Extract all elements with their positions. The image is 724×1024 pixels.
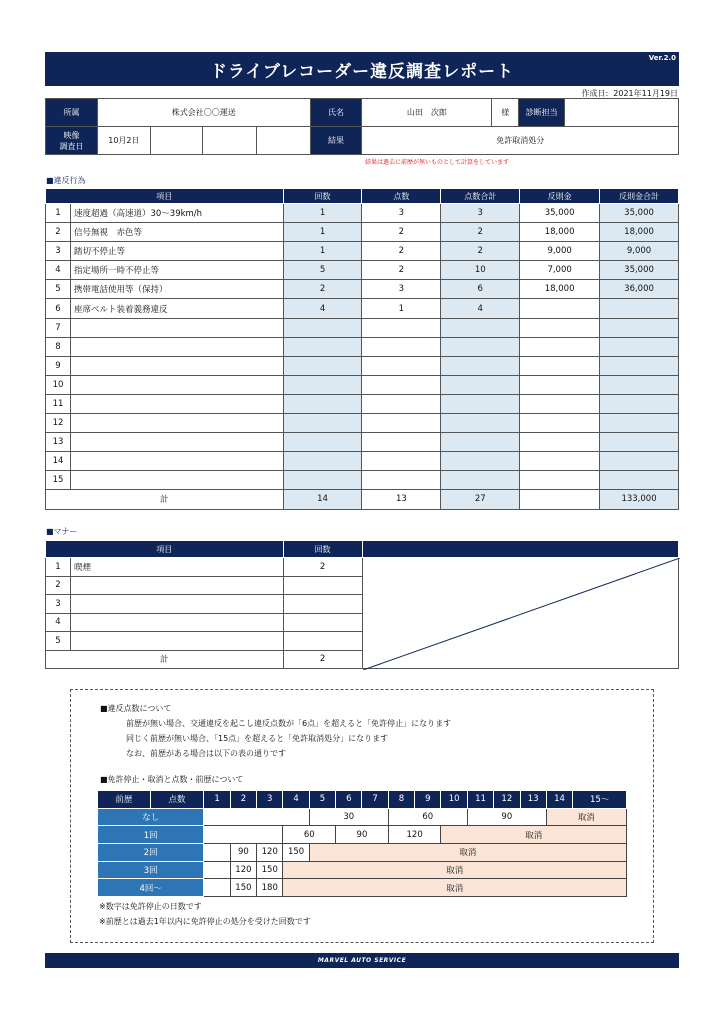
violation-points xyxy=(362,471,441,490)
violation-fine xyxy=(520,471,600,490)
violation-fine-total xyxy=(600,356,679,375)
suspension-row xyxy=(98,861,627,879)
violation-count: 4 xyxy=(283,299,362,318)
violation-fine-total xyxy=(600,394,679,413)
manner-count xyxy=(283,576,362,595)
violation-fine xyxy=(520,356,600,375)
violation-count: 5 xyxy=(283,261,362,280)
violation-fine xyxy=(520,433,600,452)
name-value: 山田 次郎 xyxy=(362,99,492,127)
notes-foot-2: ※前歴とは過去1年以内に免許停止の処分を受けた回数です xyxy=(99,917,311,926)
version-label: Ver.2.0 xyxy=(648,54,676,62)
violation-count xyxy=(283,337,362,356)
manner-item xyxy=(70,576,283,595)
suspension-row xyxy=(98,879,627,897)
blank-cell xyxy=(256,127,310,155)
violation-row xyxy=(46,356,679,375)
row-number: 12 xyxy=(46,414,71,433)
violation-fine-total: 35,000 xyxy=(600,261,679,280)
violation-fine-total: 35,000 xyxy=(600,204,679,223)
violation-count xyxy=(283,394,362,413)
suspension-v90: 90 xyxy=(230,844,256,862)
violation-fine xyxy=(520,452,600,471)
suspension-row xyxy=(98,808,627,826)
suspension-cancel: 取消 xyxy=(283,879,627,897)
suspension-row xyxy=(98,826,627,844)
violation-points-total xyxy=(441,337,520,356)
suspension-v120: 120 xyxy=(230,861,256,879)
violation-row xyxy=(46,471,679,490)
diagonal-line xyxy=(363,558,680,670)
manners-header-item: 項目 xyxy=(46,541,284,558)
violation-points-total: 4 xyxy=(441,299,520,318)
point-col-header: 9 xyxy=(415,791,441,809)
blank-cell xyxy=(150,127,202,155)
violation-count xyxy=(283,452,362,471)
violation-fine-total xyxy=(600,375,679,394)
total-fine xyxy=(520,490,600,509)
header-points-total: 点数合計 xyxy=(441,189,520,204)
violation-fine: 7,000 xyxy=(520,261,600,280)
violation-points xyxy=(362,452,441,471)
suspension-v150: 150 xyxy=(230,879,256,897)
row-number: 1 xyxy=(46,558,71,577)
point-col-header: 6 xyxy=(336,791,362,809)
notes-foot-1: ※数字は免許停止の日数です xyxy=(99,902,202,911)
violation-row xyxy=(46,261,679,280)
header-points: 点数 xyxy=(362,189,441,204)
result-note: 結果は過去に前歴が無いものとして計算をしています xyxy=(365,159,510,166)
manners-section-label: ■マナー xyxy=(46,527,78,536)
manner-count: 2 xyxy=(283,558,362,577)
violation-points: 3 xyxy=(362,204,441,223)
violation-item: 信号無視 赤色等 xyxy=(70,223,283,242)
violation-fine: 35,000 xyxy=(520,204,600,223)
manners-table xyxy=(45,540,679,669)
violation-points-total xyxy=(441,394,520,413)
suspension-v90: 90 xyxy=(467,808,546,826)
notes-line-3: なお、前歴がある場合は以下の表の通りです xyxy=(126,749,286,758)
prior-count-label: なし xyxy=(98,808,204,826)
created-value: 2021年11月19日 xyxy=(613,89,678,98)
violation-fine-total: 18,000 xyxy=(600,223,679,242)
point-col-header: 11 xyxy=(467,791,493,809)
violation-points xyxy=(362,356,441,375)
violation-fine xyxy=(520,299,600,318)
created-label: 作成日: xyxy=(581,89,609,98)
video-label-1: 映像 xyxy=(63,130,80,140)
row-number: 2 xyxy=(46,223,71,242)
violation-row xyxy=(46,280,679,299)
violation-row xyxy=(46,299,679,318)
row-number: 5 xyxy=(46,632,71,651)
suspension-v90: 90 xyxy=(336,826,389,844)
points-header: 点数 xyxy=(150,791,204,809)
violation-fine-total: 36,000 xyxy=(600,280,679,299)
violation-fine xyxy=(520,394,600,413)
point-col-header: 13 xyxy=(520,791,546,809)
suspension-cancel: 取消 xyxy=(283,861,627,879)
manner-item xyxy=(70,632,283,651)
violation-points: 2 xyxy=(362,242,441,261)
row-number: 6 xyxy=(46,299,71,318)
suspension-row xyxy=(98,844,627,862)
violation-count: 1 xyxy=(283,204,362,223)
violation-item xyxy=(70,356,283,375)
suspension-blank xyxy=(204,826,283,844)
header-fine-total: 反則金合計 xyxy=(600,189,679,204)
violation-points-total xyxy=(441,433,520,452)
violation-points: 2 xyxy=(362,223,441,242)
violation-row xyxy=(46,242,679,261)
violation-item xyxy=(70,337,283,356)
manners-header-count: 回数 xyxy=(283,541,362,558)
suspension-blank xyxy=(204,844,230,862)
video-date-label xyxy=(46,127,98,155)
prior-count-label: 3回 xyxy=(98,861,204,879)
violation-count xyxy=(283,433,362,452)
violation-points-total xyxy=(441,452,520,471)
row-number: 3 xyxy=(46,595,71,614)
manner-item xyxy=(70,613,283,632)
row-number: 7 xyxy=(46,318,71,337)
violation-fine-total: 9,000 xyxy=(600,242,679,261)
row-number: 4 xyxy=(46,613,71,632)
footer-bar xyxy=(45,953,679,968)
row-number: 4 xyxy=(46,261,71,280)
violation-item xyxy=(70,375,283,394)
violation-fine-total xyxy=(600,318,679,337)
violation-item xyxy=(70,433,283,452)
violation-points-total: 10 xyxy=(441,261,520,280)
suspension-header-row xyxy=(98,791,627,809)
suspension-v150: 150 xyxy=(257,861,283,879)
point-col-header: 5 xyxy=(309,791,335,809)
row-number: 15 xyxy=(46,471,71,490)
suspension-blank xyxy=(204,861,230,879)
violation-fine xyxy=(520,414,600,433)
violation-row xyxy=(46,318,679,337)
prior-count-label: 1回 xyxy=(98,826,204,844)
prior-header: 前歴 xyxy=(98,791,151,809)
violation-row xyxy=(46,414,679,433)
info-table xyxy=(45,98,679,155)
video-label-2: 調査日 xyxy=(59,141,84,151)
violation-count: 1 xyxy=(283,242,362,261)
suspension-v120: 120 xyxy=(257,844,283,862)
suspension-v150: 150 xyxy=(283,844,309,862)
violation-points: 3 xyxy=(362,280,441,299)
diag-value xyxy=(565,99,679,127)
company-value: 株式会社〇〇運送 xyxy=(97,99,310,127)
violation-points xyxy=(362,337,441,356)
violation-row xyxy=(46,433,679,452)
violation-fine-total xyxy=(600,337,679,356)
row-number: 10 xyxy=(46,375,71,394)
violation-count xyxy=(283,414,362,433)
blank-cell xyxy=(202,127,256,155)
violation-fine-total xyxy=(600,433,679,452)
row-number: 11 xyxy=(46,394,71,413)
violation-count xyxy=(283,375,362,394)
header-count: 回数 xyxy=(283,189,362,204)
suspension-blank xyxy=(204,808,309,826)
violation-points xyxy=(362,414,441,433)
point-col-header: 7 xyxy=(362,791,388,809)
video-date: 10月2日 xyxy=(97,127,150,155)
total-points: 13 xyxy=(362,490,441,509)
result-label: 結果 xyxy=(310,127,362,155)
violation-fine: 9,000 xyxy=(520,242,600,261)
row-number: 3 xyxy=(46,242,71,261)
suspension-v30: 30 xyxy=(309,808,388,826)
row-number: 13 xyxy=(46,433,71,452)
violations-section-label: ■違反行為 xyxy=(46,176,86,185)
manner-item xyxy=(70,595,283,614)
prior-count-label: 4回～ xyxy=(98,879,204,897)
point-col-header: 4 xyxy=(283,791,309,809)
violations-table xyxy=(45,188,679,510)
total-points-total: 27 xyxy=(441,490,520,509)
violation-row xyxy=(46,204,679,223)
violation-item xyxy=(70,471,283,490)
footer-brand: MARVEL AUTO SERVICE xyxy=(317,957,407,964)
violation-count: 2 xyxy=(283,280,362,299)
suspension-v60: 60 xyxy=(388,808,467,826)
notes-title-2: ■免許停止・取消と点数・前歴について xyxy=(100,775,244,784)
violation-points: 1 xyxy=(362,299,441,318)
violation-points-total xyxy=(441,414,520,433)
violation-fine-total xyxy=(600,299,679,318)
result-value: 免許取消処分 xyxy=(362,127,679,155)
point-col-header: 10 xyxy=(441,791,467,809)
header-item: 項目 xyxy=(46,189,284,204)
violation-row xyxy=(46,452,679,471)
row-number: 8 xyxy=(46,337,71,356)
honorific: 様 xyxy=(492,99,519,127)
row-number: 14 xyxy=(46,452,71,471)
row-number: 2 xyxy=(46,576,71,595)
report-title: ドライブレコーダー違反調査レポート xyxy=(209,61,515,82)
violation-count xyxy=(283,318,362,337)
total-label: 計 xyxy=(46,490,284,509)
violation-row xyxy=(46,375,679,394)
point-col-header: 15～ xyxy=(573,791,627,809)
name-label: 氏名 xyxy=(310,99,362,127)
violation-points xyxy=(362,318,441,337)
notes-line-1: 前歴が無い場合、交通違反を起こし違反点数が「6点」を超えると「免許停止」になります xyxy=(126,719,452,728)
header-fine: 反則金 xyxy=(520,189,600,204)
row-number: 5 xyxy=(46,280,71,299)
company-label: 所属 xyxy=(46,99,98,127)
violation-points-total: 3 xyxy=(441,204,520,223)
violation-item: 速度超過（高速道）30～39km/h xyxy=(70,204,283,223)
violation-count xyxy=(283,471,362,490)
violation-points-total xyxy=(441,356,520,375)
total-count: 14 xyxy=(283,490,362,509)
violation-points xyxy=(362,433,441,452)
diag-label: 診断担当 xyxy=(519,99,565,127)
violation-item xyxy=(70,318,283,337)
prior-count-label: 2回 xyxy=(98,844,204,862)
violation-fine: 18,000 xyxy=(520,223,600,242)
manner-count xyxy=(283,613,362,632)
violation-points-total: 2 xyxy=(441,242,520,261)
row-number: 9 xyxy=(46,356,71,375)
violation-item xyxy=(70,452,283,471)
manners-header-blank xyxy=(362,541,679,558)
manner-item: 喫煙 xyxy=(70,558,283,577)
violation-fine-total xyxy=(600,471,679,490)
manner-total-label: 計 xyxy=(46,650,284,669)
point-col-header: 2 xyxy=(230,791,256,809)
notes-line-2: 同じく前歴が無い場合、「15点」を超えると「免許取消処分」になります xyxy=(126,734,389,743)
violation-points-total: 6 xyxy=(441,280,520,299)
point-col-header: 1 xyxy=(204,791,230,809)
violation-item: 踏切不停止等 xyxy=(70,242,283,261)
violation-points-total xyxy=(441,318,520,337)
violation-count: 1 xyxy=(283,223,362,242)
suspension-v120: 120 xyxy=(388,826,441,844)
violation-fine-total xyxy=(600,414,679,433)
violation-row xyxy=(46,337,679,356)
row-number: 1 xyxy=(46,204,71,223)
suspension-blank xyxy=(204,879,230,897)
violation-points xyxy=(362,394,441,413)
violation-fine: 18,000 xyxy=(520,280,600,299)
violation-points xyxy=(362,375,441,394)
violation-row xyxy=(46,394,679,413)
point-col-header: 3 xyxy=(257,791,283,809)
suspension-v60: 60 xyxy=(283,826,336,844)
violation-points-total xyxy=(441,471,520,490)
total-fine-total: 133,000 xyxy=(600,490,679,509)
violation-item: 携帯電話使用等（保持） xyxy=(70,280,283,299)
violation-item xyxy=(70,394,283,413)
violation-points: 2 xyxy=(362,261,441,280)
notes-title-1: ■違反点数について xyxy=(100,704,172,713)
violation-item xyxy=(70,414,283,433)
manner-total-count: 2 xyxy=(283,650,362,669)
manner-count xyxy=(283,632,362,651)
point-col-header: 8 xyxy=(388,791,414,809)
suspension-cancel: 取消 xyxy=(441,826,627,844)
manners-diagonal-cell xyxy=(362,558,679,669)
violation-fine-total xyxy=(600,452,679,471)
suspension-v180: 180 xyxy=(257,879,283,897)
manner-count xyxy=(283,595,362,614)
point-col-header: 12 xyxy=(494,791,520,809)
violation-fine xyxy=(520,318,600,337)
point-col-header: 14 xyxy=(546,791,572,809)
violation-points-total xyxy=(441,375,520,394)
violation-points-total: 2 xyxy=(441,223,520,242)
suspension-cancel: 取消 xyxy=(309,844,626,862)
violation-fine xyxy=(520,337,600,356)
violation-row xyxy=(46,223,679,242)
violation-fine xyxy=(520,375,600,394)
violation-item: 指定場所一時不停止等 xyxy=(70,261,283,280)
violation-item: 座席ベルト装着義務違反 xyxy=(70,299,283,318)
violation-count xyxy=(283,356,362,375)
violation-total-row xyxy=(46,490,679,509)
report-title-bar xyxy=(45,52,679,86)
manner-row xyxy=(46,558,679,577)
suspension-table xyxy=(97,790,627,897)
suspension-cancel: 取消 xyxy=(546,808,626,826)
